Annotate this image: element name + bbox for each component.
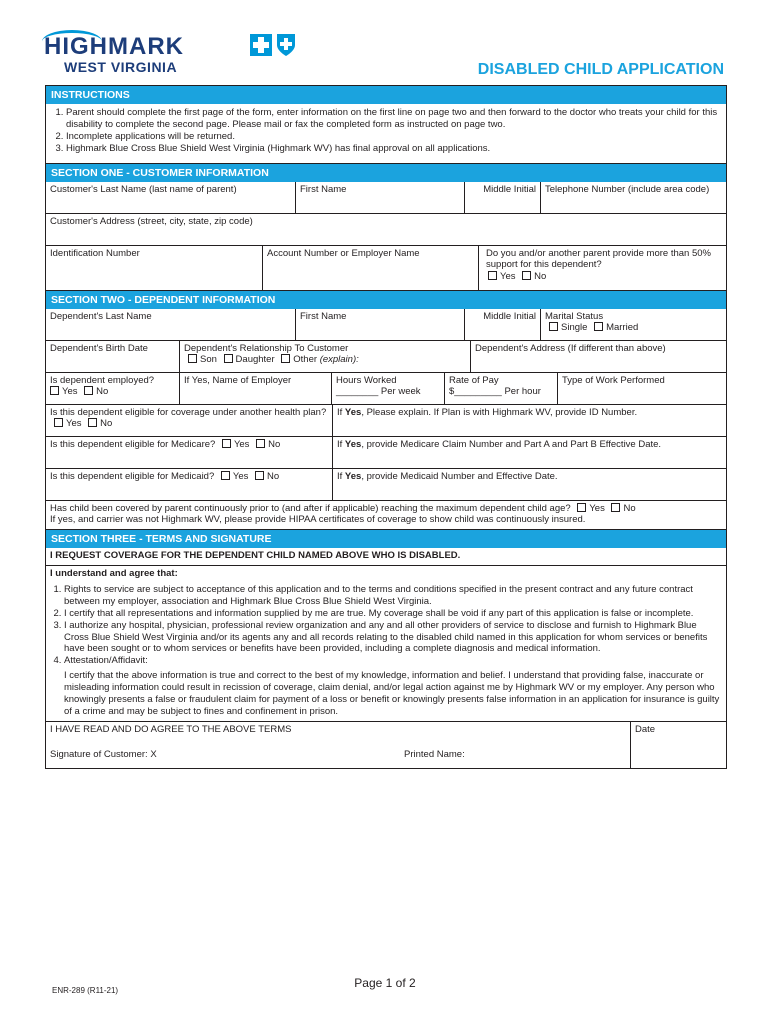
field-label: If Yes, Name of Employer bbox=[184, 374, 292, 386]
printed-name-label: Printed Name: bbox=[404, 748, 465, 760]
yes-label: Yes bbox=[589, 502, 605, 514]
medicare-yes-checkbox[interactable] bbox=[222, 439, 231, 448]
no-label: No bbox=[268, 438, 281, 450]
covered-label: Has child been covered by parent continuously prior to (and after if applicable) reaching the maximum dependent child age? bbox=[50, 502, 571, 514]
daughter-label: Daughter bbox=[235, 354, 275, 366]
customer-name-row bbox=[46, 182, 726, 213]
yes-bold-label: Yes bbox=[344, 406, 362, 418]
dependent-last-name-field[interactable] bbox=[46, 309, 295, 340]
term-item: 3. I authorize any hospital, physician, professional review organization and any and all other providers of service to disclose and furnish to Highmark Blue Cross Blue Shield West Virginia and/or its agents any and all records relating to the disabled child named in this application for whom services or benefits have been sought or to whom services or benefits have been provided, including a complete diagnosis and medical information. bbox=[64, 620, 722, 656]
no-label: No bbox=[267, 470, 280, 482]
if-label: If bbox=[337, 470, 343, 482]
term-item: 2. I certify that all representations and information supplied by me are true. My coverage shall be void if any part of this application is false or incomplete. bbox=[64, 608, 722, 620]
understand-heading: I understand and agree that: bbox=[50, 568, 178, 580]
support-question bbox=[478, 246, 726, 290]
instructions-body bbox=[46, 104, 726, 163]
relationship-label: Dependent's Relationship To Customer bbox=[184, 342, 349, 354]
if-label: If bbox=[337, 406, 343, 418]
per-week-label: ________ Per week bbox=[336, 386, 421, 398]
field-label: First Name bbox=[300, 310, 347, 322]
account-number-field[interactable] bbox=[262, 246, 478, 290]
terms-list bbox=[46, 565, 726, 721]
rate-of-pay-field[interactable] bbox=[444, 373, 557, 404]
other-plan-question bbox=[46, 405, 332, 436]
yes-bold-label: Yes bbox=[344, 438, 362, 450]
explain-label: (explain): bbox=[319, 354, 359, 366]
coverage-request: I REQUEST COVERAGE FOR THE DEPENDENT CHILD NAMED ABOVE WHO IS DISABLED. bbox=[50, 550, 461, 562]
instruction-item: 3. Highmark Blue Cross Blue Shield West Virginia (Highmark WV) has final approval on all applications. bbox=[66, 143, 720, 155]
field-label: Dependent's Address (If different than above) bbox=[475, 342, 666, 354]
employment-row bbox=[46, 372, 726, 404]
instruction-item: 1. Parent should complete the first page of the form, enter information on the first line on page two and then forward to the doctor who treats your child for this disability to complete the second page. Please mail or fax the completed form as instructed on page two. bbox=[66, 107, 720, 131]
son-checkbox[interactable] bbox=[188, 354, 197, 363]
section-two-header: SECTION TWO - DEPENDENT INFORMATION bbox=[46, 290, 726, 309]
medicare-no-checkbox[interactable] bbox=[256, 439, 265, 448]
per-hour-label: $_________ Per hour bbox=[449, 386, 541, 398]
logo-name: HIGHMARK bbox=[44, 33, 184, 60]
no-label: No bbox=[100, 418, 113, 430]
yes-label: Yes bbox=[233, 438, 250, 450]
employer-name-field[interactable] bbox=[179, 373, 331, 404]
date-field[interactable] bbox=[630, 722, 726, 768]
medicaid-yes-checkbox[interactable] bbox=[221, 471, 230, 480]
dependent-first-name-field[interactable] bbox=[295, 309, 464, 340]
son-label: Son bbox=[200, 354, 217, 366]
medicaid-label: Is this dependent eligible for Medicaid? bbox=[50, 470, 215, 482]
signature-row bbox=[46, 721, 726, 768]
form-title: DISABLED CHILD APPLICATION bbox=[477, 61, 724, 78]
other-plan-explain-field[interactable] bbox=[332, 405, 726, 436]
page-number: Page 1 of 2 bbox=[354, 976, 416, 990]
employed-yes-checkbox[interactable] bbox=[50, 386, 59, 395]
medicare-explain-field[interactable] bbox=[332, 437, 726, 468]
birth-date-field[interactable] bbox=[46, 341, 179, 372]
dependent-name-row bbox=[46, 309, 726, 340]
single-label: Single bbox=[561, 322, 588, 334]
relationship-field bbox=[179, 341, 470, 372]
rate-of-pay-label: Rate of Pay bbox=[449, 374, 499, 386]
terms-block bbox=[46, 548, 726, 565]
customer-address-row bbox=[46, 213, 726, 245]
other-checkbox[interactable] bbox=[281, 354, 290, 363]
instructions-header: INSTRUCTIONS bbox=[46, 85, 726, 104]
explain-text: , provide Medicare Claim Number and Part A and Part B Effective Date. bbox=[361, 438, 662, 450]
customer-last-name-field[interactable] bbox=[46, 182, 295, 213]
support-no-checkbox[interactable] bbox=[522, 271, 531, 280]
no-label: No bbox=[623, 502, 636, 514]
customer-first-name-field[interactable] bbox=[295, 182, 464, 213]
hours-worked-field[interactable] bbox=[331, 373, 444, 404]
field-label: Dependent's Last Name bbox=[50, 310, 152, 322]
hipaa-note: If yes, and carrier was not Highmark WV, please provide HIPAA certificates of coverage to show child was continuously insured. bbox=[50, 514, 586, 526]
field-label: Telephone Number (include area code) bbox=[545, 183, 710, 195]
field-label: First Name bbox=[300, 183, 347, 195]
work-type-field[interactable] bbox=[557, 373, 726, 404]
blue-cross-icon bbox=[250, 34, 272, 56]
identification-number-field[interactable] bbox=[46, 246, 262, 290]
marital-status bbox=[540, 309, 726, 340]
support-yes-checkbox[interactable] bbox=[488, 271, 497, 280]
term-item: 4. Attestation/Affidavit: bbox=[64, 655, 722, 667]
blue-shield-icon bbox=[276, 33, 296, 57]
section-one-header: SECTION ONE - CUSTOMER INFORMATION bbox=[46, 163, 726, 182]
yes-label: Yes bbox=[232, 470, 249, 482]
field-label: Type of Work Performed bbox=[562, 374, 665, 386]
explain-text: , Please explain. If Plan is with Highmark WV, provide ID Number. bbox=[361, 406, 638, 418]
signature-field[interactable] bbox=[46, 722, 630, 768]
medicaid-row bbox=[46, 468, 726, 500]
application-form bbox=[45, 85, 727, 769]
customer-address-field[interactable] bbox=[46, 214, 726, 245]
yes-label: Yes bbox=[500, 271, 516, 283]
signature-label: Signature of Customer: X bbox=[50, 748, 157, 760]
explain-text: , provide Medicaid Number and Effective Date. bbox=[361, 470, 558, 482]
field-label: Identification Number bbox=[50, 247, 140, 259]
employed-label: Is dependent employed? bbox=[50, 374, 155, 386]
field-label: Account Number or Employer Name bbox=[267, 247, 420, 259]
dependent-address-field[interactable] bbox=[470, 341, 726, 372]
married-label: Married bbox=[606, 322, 639, 334]
single-checkbox[interactable] bbox=[549, 322, 558, 331]
covered-yes-checkbox[interactable] bbox=[577, 503, 586, 512]
medicare-row bbox=[46, 436, 726, 468]
other-plan-label: Is this dependent eligible for coverage under another health plan? bbox=[50, 406, 327, 418]
no-label: No bbox=[96, 386, 109, 398]
customer-telephone-field[interactable] bbox=[540, 182, 726, 213]
customer-id-row bbox=[46, 245, 726, 290]
marital-status-label: Marital Status bbox=[545, 310, 604, 322]
yes-label: Yes bbox=[62, 386, 78, 398]
medicaid-no-checkbox[interactable] bbox=[255, 471, 264, 480]
continuous-coverage-question bbox=[46, 500, 726, 530]
hours-worked-label: Hours Worked bbox=[336, 374, 397, 386]
field-label: Dependent's Birth Date bbox=[50, 342, 148, 354]
medicaid-question bbox=[46, 469, 332, 500]
employed-question bbox=[46, 373, 179, 404]
married-checkbox[interactable] bbox=[594, 322, 603, 331]
if-label: If bbox=[337, 438, 343, 450]
daughter-checkbox[interactable] bbox=[224, 354, 233, 363]
no-label: No bbox=[534, 271, 547, 283]
covered-no-checkbox[interactable] bbox=[611, 503, 620, 512]
instruction-item: 2. Incomplete applications will be returned. bbox=[66, 131, 720, 143]
field-label: Customer's Address (street, city, state, zip code) bbox=[50, 215, 253, 227]
medicare-label: Is this dependent eligible for Medicare? bbox=[50, 438, 216, 450]
support-question-label: Do you and/or another parent provide more than 50% support for this dependent? bbox=[486, 247, 711, 271]
agree-label: I HAVE READ AND DO AGREE TO THE ABOVE TERMS bbox=[50, 723, 292, 735]
dependent-middle-initial-field[interactable] bbox=[464, 309, 540, 340]
other-plan-no-checkbox[interactable] bbox=[88, 418, 97, 427]
date-label: Date bbox=[635, 723, 656, 735]
other-label: Other bbox=[293, 354, 318, 366]
medicaid-explain-field[interactable] bbox=[332, 469, 726, 500]
form-code: ENR-289 (R11-21) bbox=[52, 986, 119, 995]
other-plan-row bbox=[46, 404, 726, 436]
other-plan-yes-checkbox[interactable] bbox=[54, 418, 63, 427]
highmark-logo bbox=[44, 28, 284, 84]
field-label: Middle Initial bbox=[483, 310, 536, 322]
yes-label: Yes bbox=[66, 418, 82, 430]
customer-middle-initial-field[interactable] bbox=[464, 182, 540, 213]
attestation-text: I certify that the above information is true and correct to the best of my knowledge, information and belief. I understand that providing false, inaccurate or misleading information could result in recission of coverage, claim denial, and/or legal action against me by Highmark WV or my employer. Any person who knowingly presents a false or fraudulent claim for payment of a loss or benefit or knowingly presents false information in an application for insurance is guilty of a crime and may be subject to fines and confinement in prison. bbox=[64, 670, 720, 717]
dependent-birth-row bbox=[46, 340, 726, 372]
section-three-header: SECTION THREE - TERMS AND SIGNATURE bbox=[46, 529, 726, 548]
term-item: 1. Rights to service are subject to acceptance of this application and to the terms and conditions specified in the present contract and any future contract between my employer, association and Highmark Blue Cross Blue Shield West Virginia. bbox=[64, 584, 722, 608]
employed-no-checkbox[interactable] bbox=[84, 386, 93, 395]
field-label: Middle Initial bbox=[483, 183, 536, 195]
field-label: Customer's Last Name (last name of parent) bbox=[50, 183, 237, 195]
medicare-question bbox=[46, 437, 332, 468]
logo-subtitle: WEST VIRGINIA bbox=[64, 59, 178, 75]
yes-bold-label: Yes bbox=[344, 470, 362, 482]
